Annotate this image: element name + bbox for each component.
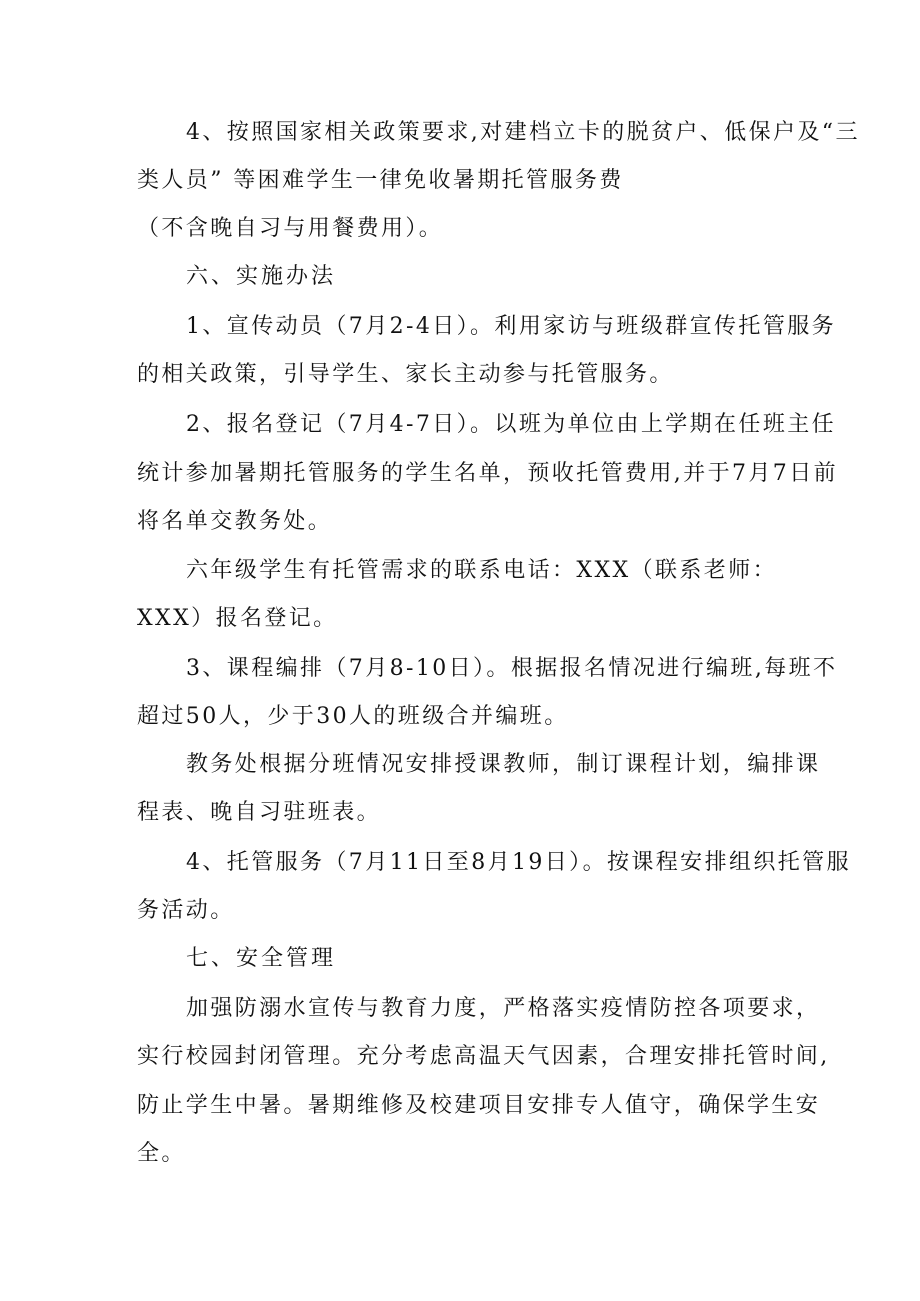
para-4-line-3: （不含晚自习与用餐费用）。 bbox=[137, 216, 444, 241]
item-3-line-2: 超过50人，少于30人的班级合并编班。 bbox=[137, 704, 569, 729]
contact-line-1: 六年级学生有托管需求的联系电话：XXX（联系老师： bbox=[186, 558, 777, 583]
para-4-line-2: 类人员” 等困难学生一律免收暑期托管服务费 bbox=[137, 168, 624, 193]
schedule-line-1: 教务处根据分班情况安排授课教师，制订课程计划，编排课 bbox=[186, 752, 821, 777]
contact-line-2: XXX）报名登记。 bbox=[137, 606, 338, 631]
safety-line-3: 防止学生中暑。暑期维修及校建项目安排专人值守，确保学生安 bbox=[137, 1093, 821, 1118]
item-4-line-1: 4、托管服务（7月11日至8月19日）。按课程安排组织托管服 bbox=[186, 850, 851, 875]
schedule-line-2: 程表、晚自习驻班表。 bbox=[137, 800, 382, 825]
para-4-line-1: 4、按照国家相关政策要求,对建档立卡的脱贫户、低保户及“三 bbox=[186, 120, 860, 145]
item-2-line-2: 统计参加暑期托管服务的学生名单，预收托管费用,并于7月7日前 bbox=[137, 461, 838, 486]
section-7-heading: 七、安全管理 bbox=[186, 946, 337, 971]
item-3-line-1: 3、课程编排（7月8-10日）。根据报名情况进行编班,每班不 bbox=[186, 656, 838, 681]
safety-line-1: 加强防溺水宣传与教育力度，严格落实疫情防控各项要求， bbox=[186, 996, 821, 1021]
item-2-line-1: 2、报名登记（7月4-7日）。以班为单位由上学期在任班主任 bbox=[186, 412, 837, 437]
section-6-heading: 六、实施办法 bbox=[186, 264, 337, 289]
item-4-line-2: 务活动。 bbox=[137, 898, 235, 923]
safety-line-4: 全。 bbox=[137, 1141, 186, 1166]
item-2-line-3: 将名单交教务处。 bbox=[137, 509, 333, 534]
item-1-line-2: 的相关政策，引导学生、家长主动参与托管服务。 bbox=[137, 362, 674, 387]
safety-line-2: 实行校园封闭管理。充分考虑高温天气因素，合理安排托管时间, bbox=[137, 1044, 830, 1069]
item-1-line-1: 1、宣传动员（7月2-4日）。利用家访与班级群宣传托管服务 bbox=[186, 314, 837, 339]
